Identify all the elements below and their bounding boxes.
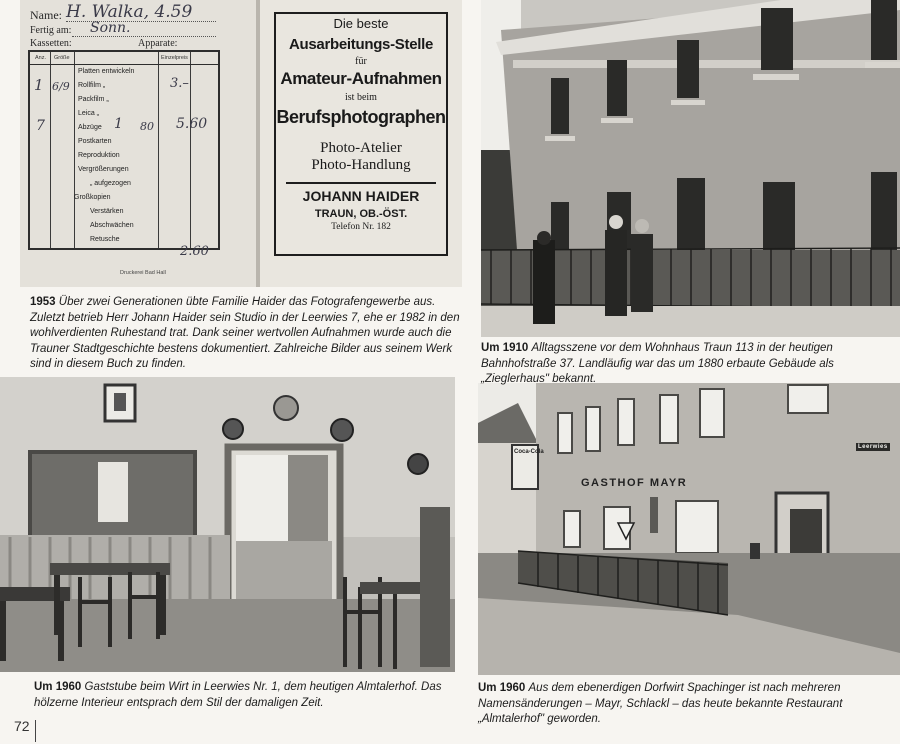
grid-item: Großkopien — [74, 194, 111, 201]
stamp-line: Amateur-Aufnahmen — [280, 69, 442, 88]
grid-line — [74, 52, 75, 248]
hw-price: 3.– — [170, 76, 189, 91]
stamp-line: Ausarbeitungs-Stelle — [288, 36, 434, 53]
form-grid — [28, 50, 220, 250]
form-dotline — [72, 36, 216, 37]
grid-header-preis: Einzelpreis — [161, 55, 188, 61]
gasthof-illustration — [478, 383, 900, 675]
grid-line — [190, 52, 191, 248]
house-illustration — [481, 0, 900, 337]
envelope-stamp-side — [260, 0, 462, 287]
grid-item: Abschwächen — [90, 222, 134, 229]
stamp-line: für — [355, 56, 367, 67]
grid-item: Reproduktion — [78, 152, 120, 159]
hw-total: 2.60 — [180, 244, 209, 259]
hw-size: 6/9 — [52, 80, 70, 93]
haider-stamp — [274, 12, 448, 256]
caption-1960-gaststube — [34, 680, 459, 711]
form-kassetten-label: Kassetten: — [30, 38, 72, 49]
caption-year: Um 1960 — [34, 681, 82, 693]
photo-envelope — [20, 0, 462, 287]
caption-1910 — [481, 341, 900, 388]
stamp-line: Die beste — [333, 16, 389, 31]
envelope-footer: Druckerei Bad Hall — [120, 270, 166, 276]
hw-abz-count: 7 — [36, 118, 45, 134]
caption-year: Um 1960 — [478, 682, 526, 694]
stamp-line: Berufsphotographen — [276, 107, 446, 127]
grid-item: „ aufgezogen — [90, 180, 131, 187]
stamp-line: Telefon Nr. 182 — [331, 222, 391, 232]
form-fertig-value: Sonn. — [90, 20, 131, 36]
hw-count: 1 — [34, 76, 44, 94]
grid-line — [50, 52, 51, 248]
caption-text: Gaststube beim Wirt in Leerwies Nr. 1, dem heutigen Almtalerhof. Das hölzerne Interieur entsprach dem Stil der damaligen Zeit. — [34, 681, 442, 709]
grid-header-groesse: Größe — [54, 55, 70, 61]
caption-1953 — [30, 295, 460, 373]
grid-item: Packfilm „ — [78, 96, 109, 103]
caption-year: Um 1910 — [481, 342, 529, 354]
grid-item: Postkarten — [78, 138, 112, 145]
interior-illustration — [0, 377, 455, 672]
street-sign: Leerwies — [858, 444, 888, 450]
caption-1960-gasthof — [478, 681, 898, 728]
grid-item: Platten entwickeln — [78, 68, 135, 75]
page-number-rule — [35, 720, 36, 742]
photo-gaststube-1960 — [0, 377, 455, 672]
hw-abz-price: 80 — [140, 120, 154, 133]
form-fertig-label: Fertig am: — [30, 25, 72, 36]
stamp-line: ist beim — [345, 92, 377, 103]
grid-item: Retusche — [90, 236, 120, 243]
envelope-form-side — [20, 0, 257, 287]
stamp-line: Photo-Atelier — [320, 140, 402, 156]
caption-year: 1953 — [30, 296, 56, 308]
form-name-value: H. Walka, 4.59 — [66, 2, 193, 22]
caption-text: Aus dem ebenerdigen Dorfwirt Spachinger ist nach mehreren Namensänderungen – Mayr, Schlackl – das heute bekannte Restaurant „Almtalerhof" geworden. — [478, 682, 843, 725]
form-dotline — [66, 21, 216, 22]
photo-house-1910 — [481, 0, 900, 337]
form-name-label: Name: — [30, 8, 62, 22]
cola-sign: Coca-Cola — [514, 449, 544, 455]
grid-item: Leica „ — [78, 110, 100, 117]
stamp-line: TRAUN, OB.-ÖST. — [314, 208, 408, 220]
caption-text: Alltagsszene vor dem Wohnhaus Traun 113 in der heutigen Bahnhofstraße 37. Landläufig war das um 1880 erbaute Gebäude als „Zieglerhaus" bekannt. — [481, 342, 834, 385]
caption-text: Über zwei Generationen übte Familie Haider das Fotografengewerbe aus. Zuletzt betrieb Herr Johann Haider sein Studio in der Leerwies 7, ehe er 1982 in den wohlverdienten Ruhestand trat. Dank seiner wertvollen Aufnahmen wurde auch die Trauner Stadtgeschichte bestens dokumentiert. Zahlreiche Bilder aus seinem Werk sind in diesem Buch zu finden. — [30, 296, 460, 370]
grid-item: Vergrößerungen — [78, 166, 129, 173]
stamp-line: Photo-Handlung — [311, 157, 411, 173]
grid-item: Rollfilm „ — [78, 82, 106, 89]
page-number: 72 — [14, 718, 30, 734]
grid-line — [158, 52, 159, 248]
hw-abz-total: 5.60 — [176, 116, 208, 132]
grid-header-anz: Anz. — [35, 55, 47, 61]
grid-line — [30, 64, 218, 65]
gasthof-sign: GASTHOF MAYR — [581, 477, 688, 489]
stamp-line: JOHANN HAIDER — [286, 182, 436, 204]
grid-item: Abzüge — [78, 124, 102, 131]
photo-gasthof-mayr-1960 — [478, 383, 900, 675]
hw-abz-x: 1 — [114, 116, 123, 132]
grid-item: Verstärken — [90, 208, 124, 215]
form-apparate-label: Apparate: — [138, 38, 178, 49]
